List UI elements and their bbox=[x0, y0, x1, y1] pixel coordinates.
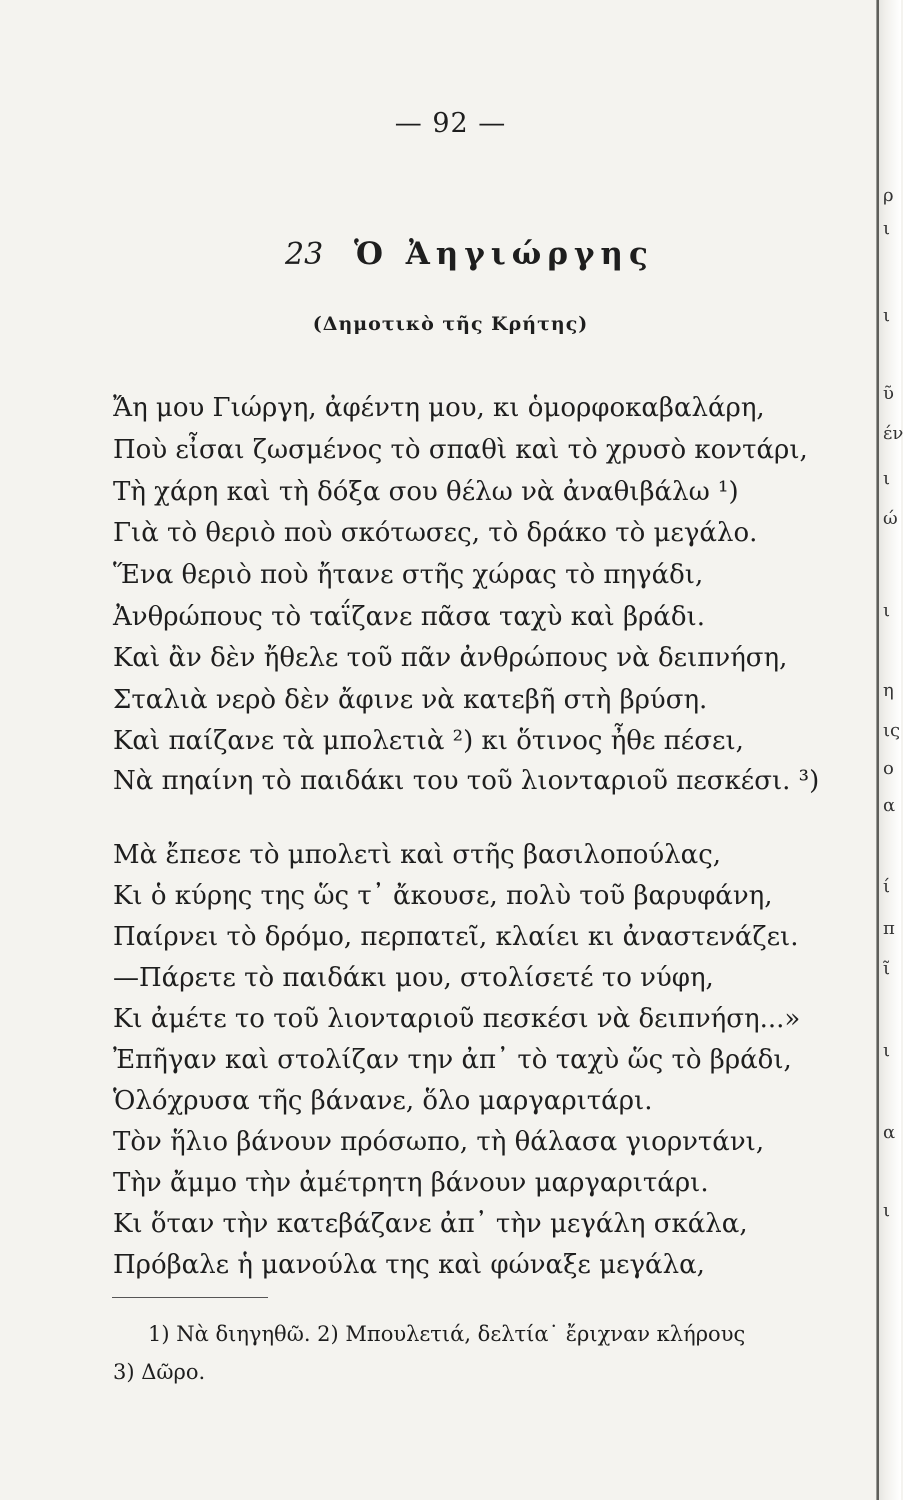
poem-title-text: Ὁ Ἀηγιώργης bbox=[353, 236, 654, 272]
margin-fragment: ι bbox=[883, 1040, 891, 1061]
footnote-line-2: 3) Δῶρο. bbox=[113, 1360, 206, 1384]
verse-line: Κι ἀμέτε το τοῦ λιονταριοῦ πεσκέσι νὰ δειπνήση...» bbox=[113, 1004, 801, 1034]
verse-line: Ἐπῆγαν καὶ στολίζαν την ἀπ᾽ τὸ ταχὺ ὥς τὸ βράδι, bbox=[113, 1045, 792, 1075]
margin-fragment: ῖ bbox=[883, 958, 891, 979]
poem-subtitle: (Δημοτικὸ τῆς Κρήτης) bbox=[312, 313, 589, 335]
verse-line: Κι ὅταν τὴν κατεβάζανε ἀπ᾽ τὴν μεγάλη σκάλα, bbox=[113, 1209, 748, 1239]
poem-title bbox=[285, 236, 805, 272]
margin-fragment: ί bbox=[883, 876, 891, 897]
margin-fragment: ι bbox=[883, 218, 891, 239]
verse-line: Γιὰ τὸ θεριὸ ποὺ σκότωσες, τὸ δράκο τὸ μεγάλο. bbox=[113, 518, 758, 548]
verse-line: Ὁλόχρυσα τῆς βάνανε, ὅλο μαργαριτάρι. bbox=[113, 1086, 653, 1116]
verse-line: Πρόβαλε ἡ μανούλα της καὶ φώναξε μεγάλα, bbox=[113, 1250, 705, 1280]
margin-fragment: ις bbox=[883, 720, 901, 741]
verse-line: Παίρνει τὸ δρόμο, περπατεῖ, κλαίει κι ἀναστενάζει. bbox=[113, 922, 799, 952]
margin-fragment: ο bbox=[883, 758, 894, 779]
verse-line: Τὸν ἥλιο βάνουν πρόσωπο, τὴ θάλασα γιορντάνι, bbox=[113, 1127, 765, 1157]
margin-fragment: ώ bbox=[883, 508, 898, 529]
verse-line: Νὰ πηαίνη τὸ παιδάκι του τοῦ λιονταριοῦ πεσκέσι. ³) bbox=[113, 766, 820, 796]
margin-fragment: έν bbox=[883, 423, 903, 444]
margin-fragment: π bbox=[883, 918, 895, 939]
verse-line: Κι ὁ κύρης της ὥς τ᾽ ἄκουσε, πολὺ τοῦ βαρυφάνη, bbox=[113, 881, 773, 911]
margin-fragment: ῦ bbox=[883, 383, 894, 404]
margin-fragment: ι bbox=[883, 468, 891, 489]
page-number: — 92 — bbox=[394, 108, 507, 139]
margin-fragment: α bbox=[883, 1122, 896, 1143]
verse-line: Καὶ ἂν δὲν ἤθελε τοῦ πᾶν ἀνθρώπους νὰ δειπνήση, bbox=[113, 643, 788, 673]
verse-line: Καὶ παίζανε τὰ μπολετιὰ ²) κι ὅτινος ἦθε πέσει, bbox=[113, 726, 744, 756]
verse-line: Σταλιὰ νερὸ δὲν ἄφινε νὰ κατεβῆ στὴ βρύση. bbox=[113, 685, 708, 715]
footnote-separator bbox=[112, 1297, 268, 1298]
verse-line: Ἕνα θεριὸ ποὺ ἤτανε στῆς χώρας τὸ πηγάδι, bbox=[113, 560, 704, 590]
margin-fragment: η bbox=[883, 680, 894, 701]
footnote-line-1: 1) Νὰ διηγηθῶ. 2) Μπουλετιά, δελτία˙ ἔριχναν κλήρους bbox=[148, 1322, 746, 1346]
verse-line: Τὴν ἄμμο τὴν ἀμέτρητη βάνουν μαργαριτάρι. bbox=[113, 1168, 709, 1198]
poem-number: 23 bbox=[285, 237, 324, 272]
verse-line: Ἀνθρώπους τὸ ταΐζανε πᾶσα ταχὺ καὶ βράδι. bbox=[113, 602, 705, 632]
margin-fragment: ι bbox=[883, 600, 891, 621]
verse-line: Ἄη μου Γιώργη, ἀφέντη μου, κι ὁμορφοκαβαλάρη, bbox=[113, 393, 765, 423]
verse-line: Ποὺ εἶσαι ζωσμένος τὸ σπαθὶ καὶ τὸ χρυσὸ κοντάρι, bbox=[113, 435, 808, 465]
margin-fragment: ι bbox=[883, 305, 891, 326]
verse-line: —Πάρετε τὸ παιδάκι μου, στολίσετέ το νύφη, bbox=[113, 963, 714, 993]
margin-fragment: ι bbox=[883, 1200, 891, 1221]
verse-line: Μὰ ἔπεσε τὸ μπολετὶ καὶ στῆς βασιλοπούλας, bbox=[113, 840, 722, 870]
verse-line: Τὴ χάρη καὶ τὴ δόξα σου θέλω νὰ ἀναθιβάλω ¹) bbox=[113, 477, 739, 507]
margin-fragment: α bbox=[883, 795, 896, 816]
page-gutter-line bbox=[877, 0, 879, 1500]
margin-fragment: ρ bbox=[883, 185, 894, 206]
